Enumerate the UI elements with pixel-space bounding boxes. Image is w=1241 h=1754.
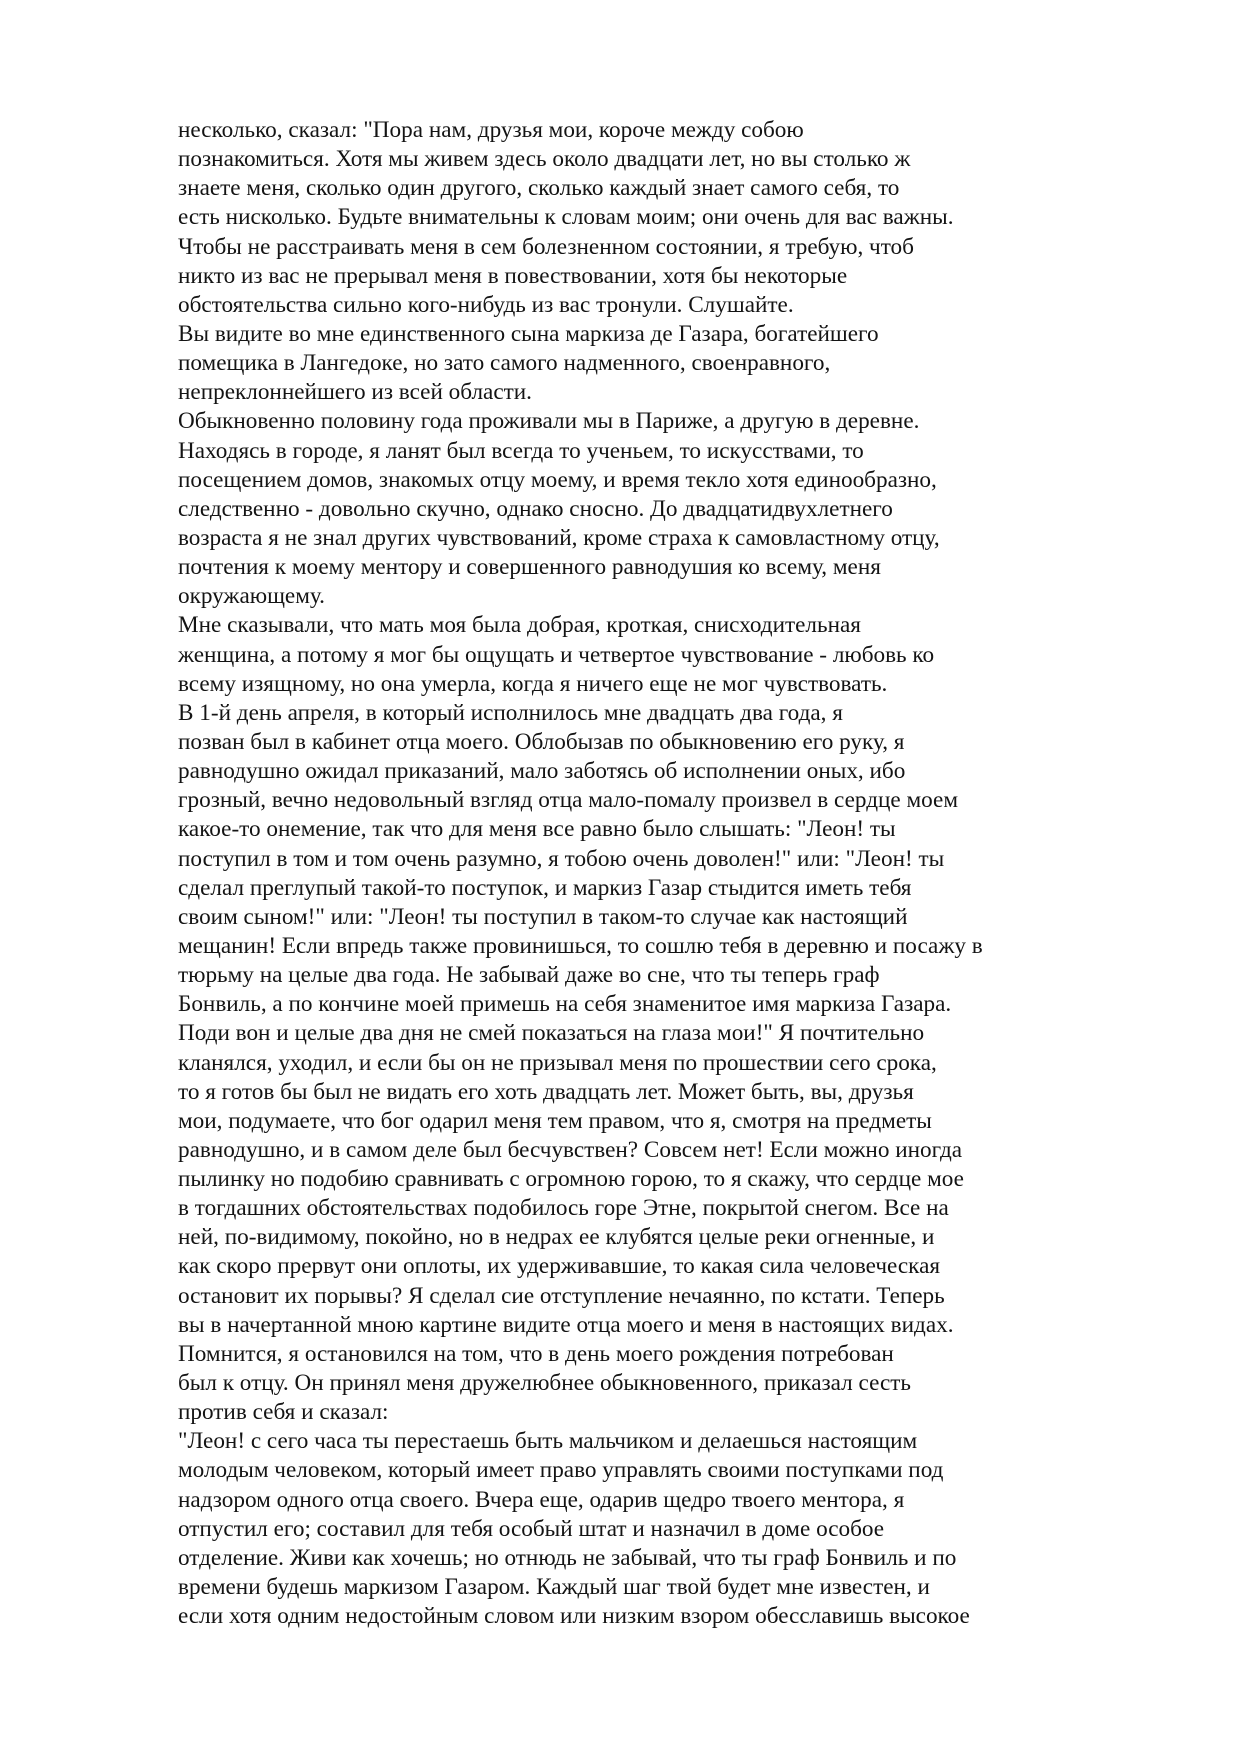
text-line: Чтобы не расстраивать меня в сем болезненном состоянии, я требую, чтоб — [178, 233, 914, 260]
text-line: следственно - довольно скучно, однако сносно. До двадцатидвухлетнего — [178, 495, 893, 522]
text-line: молодым человеком, который имеет право управлять своими поступками под — [178, 1457, 944, 1484]
text-line: равнодушно ожидал приказаний, мало заботясь об исполнении оных, ибо — [178, 758, 906, 785]
text-line: остановит их порывы? Я сделал сие отступление нечаянно, по кстати. Теперь — [178, 1282, 945, 1309]
text-line: надзором одного отца своего. Вчера еще, одарив щедро твоего ментора, я — [178, 1486, 905, 1513]
text-line: обстоятельства сильно кого-нибудь из вас тронули. Слушайте. — [178, 291, 794, 318]
text-line: В 1-й день апреля, в который исполнилось мне двадцать два года, я — [178, 699, 843, 726]
text-line: то я готов бы был не видать его хоть двадцать лет. Может быть, вы, друзья — [178, 1078, 914, 1105]
text-line: Находясь в городе, я ланят был всегда то ученьем, то искусствами, то — [178, 437, 864, 464]
text-line: никто из вас не прерывал меня в повествовании, хотя бы некоторые — [178, 262, 848, 289]
text-line: мещанин! Если впредь также провинишься, то сошлю тебя в деревню и посажу в — [178, 932, 983, 959]
text-line: непреклоннейшего из всей области. — [178, 379, 532, 406]
text-line: "Леон! с сего часа ты перестаешь быть мальчиком и делаешься настоящим — [178, 1428, 918, 1455]
text-line: посещением домов, знакомых отцу моему, и время текло хотя единообразно, — [178, 466, 937, 493]
text-line: как скоро прервут они оплоты, их удерживавшие, то какая сила человеческая — [178, 1253, 941, 1280]
text-line: познакомиться. Хотя мы живем здесь около двадцати лет, но вы столько ж — [178, 146, 911, 173]
text-line: Бонвиль, а по кончине моей примешь на себя знаменитое имя маркиза Газара. — [178, 991, 952, 1018]
text-line: своим сыном!" или: "Леон! ты поступил в таком-то случае как настоящий — [178, 903, 908, 930]
text-line: равнодушно, и в самом деле был бесчувствен? Совсем нет! Если можно иногда — [178, 1136, 963, 1163]
text-line: окружающему. — [178, 583, 325, 610]
text-line: всему изящному, но она умерла, когда я ничего еще не мог чувствовать. — [178, 670, 888, 697]
text-line: кланялся, уходил, и если бы он не призывал меня по прошествии сего срока, — [178, 1049, 937, 1076]
text-line: ней, по-видимому, покойно, но в недрах ее клубятся целые реки огненные, и — [178, 1224, 935, 1251]
text-line: тюрьму на целые два года. Не забывай даже во сне, что ты теперь граф — [178, 962, 880, 989]
text-line: Вы видите во мне единственного сына маркиза де Газара, богатейшего — [178, 320, 879, 347]
text-line: сделал преглупый такой-то поступок, и маркиз Газар стыдится иметь тебя — [178, 874, 912, 901]
text-line: отделение. Живи как хочешь; но отнюдь не забывай, что ты граф Бонвиль и по — [178, 1544, 957, 1571]
text-line: вы в начертанной мною картине видите отца моего и меня в настоящих видах. — [178, 1311, 954, 1338]
text-line: в тогдашних обстоятельствах подобилось горе Этне, покрытой снегом. Все на — [178, 1195, 949, 1222]
text-line: помещика в Лангедоке, но зато самого надменного, своенравного, — [178, 350, 831, 377]
document-body — [178, 116, 1178, 1631]
text-line: какое-то онемение, так что для меня все равно было слышать: "Леон! ты — [178, 816, 896, 843]
text-line: был к отцу. Он принял меня дружелюбнее обыкновенного, приказал сесть — [178, 1370, 911, 1397]
text-line: грозный, вечно недовольный взгляд отца мало-помалу произвел в сердце моем — [178, 787, 959, 814]
text-line: против себя и сказал: — [178, 1399, 389, 1426]
text-line: Помнится, я остановился на том, что в день моего рождения потребован — [178, 1340, 894, 1367]
text-line: поступил в том и том очень разумно, я тобою очень доволен!" или: "Леон! ты — [178, 845, 945, 872]
text-line: знаете меня, сколько один другого, сколько каждый знает самого себя, то — [178, 175, 900, 202]
text-line: отпустил его; составил для тебя особый штат и назначил в доме особое — [178, 1515, 885, 1542]
text-line: почтения к моему ментору и совершенного равнодушия ко всему, меня — [178, 554, 881, 581]
text-line: Обыкновенно половину года проживали мы в Париже, а другую в деревне. — [178, 408, 920, 435]
text-line: несколько, сказал: "Пора нам, друзья мои, короче между собою — [178, 117, 804, 143]
text-line: пылинку но подобию сравнивать с огромною горою, то я скажу, что сердце мое — [178, 1166, 964, 1193]
text-line: женщина, а потому я мог бы ощущать и четвертое чувствование - любовь ко — [178, 641, 935, 668]
text-line: Поди вон и целые два дня не смей показаться на глаза мои!" Я почтительно — [178, 1020, 925, 1047]
text-line: времени будешь маркизом Газаром. Каждый шаг твой будет мне известен, и — [178, 1574, 930, 1601]
text-line: возраста я не знал других чувствований, кроме страха к самовластному отцу, — [178, 524, 940, 551]
text-line: есть нисколько. Будьте внимательны к словам моим; они очень для вас важны. — [178, 204, 954, 231]
text-line: мои, подумаете, что бог одарил меня тем правом, что я, смотря на предметы — [178, 1107, 932, 1134]
text-line: Мне сказывали, что мать моя была добрая, кроткая, снисходительная — [178, 612, 861, 639]
text-line: позван был в кабинет отца моего. Облобызав по обыкновению его руку, я — [178, 728, 905, 755]
text-line: если хотя одним недостойным словом или низким взором обесславишь высокое — [178, 1603, 970, 1630]
